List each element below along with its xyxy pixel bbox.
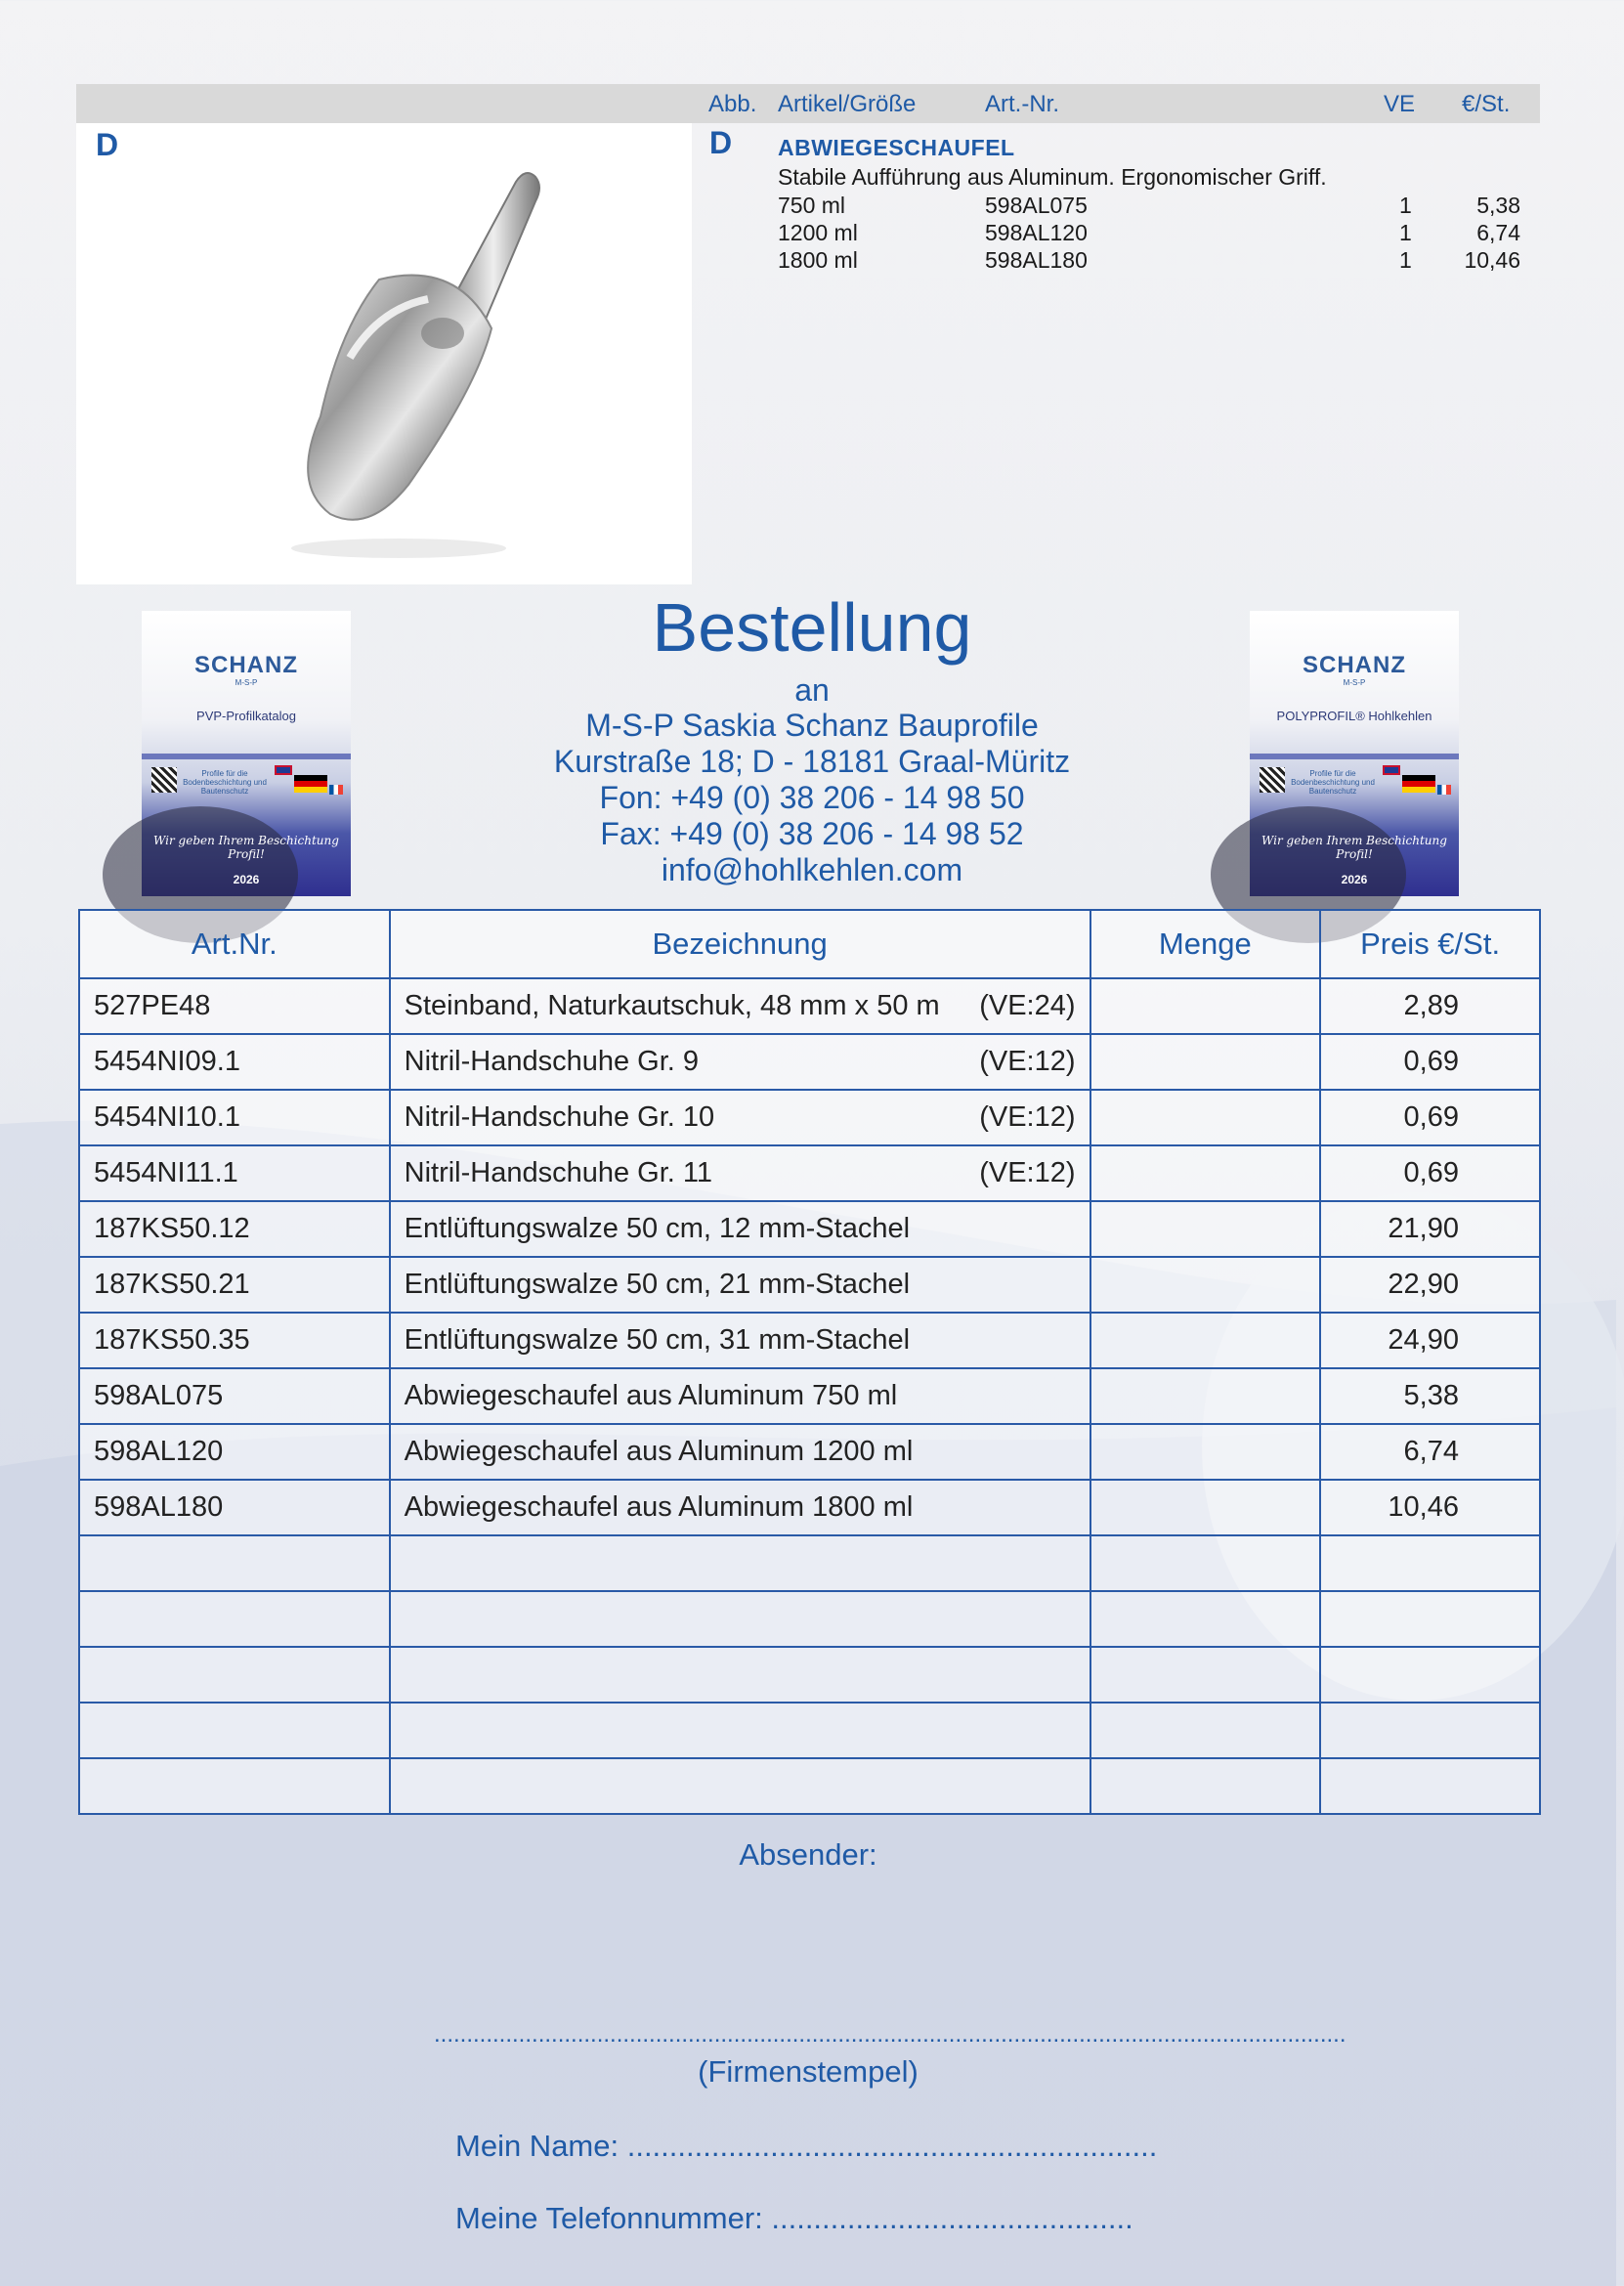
cell-bezeichnung-text: Entlüftungswalze 50 cm, 31 mm-Stachel bbox=[404, 1324, 911, 1356]
cell-bezeichnung-text: Entlüftungswalze 50 cm, 12 mm-Stachel bbox=[404, 1213, 911, 1244]
cell-bezeichnung-text: Steinband, Naturkautschuk, 48 mm x 50 m bbox=[404, 990, 940, 1021]
cell-bezeichnung bbox=[390, 1591, 1090, 1647]
cover-motto: Wir geben Ihrem Beschichtung Profil! bbox=[1261, 834, 1447, 861]
quantity-input[interactable] bbox=[1090, 1201, 1321, 1257]
image-letter: D bbox=[96, 127, 119, 162]
cell-bezeichnung bbox=[390, 1368, 1090, 1424]
quantity-input[interactable] bbox=[1090, 1257, 1321, 1313]
item-nr: 598AL075 bbox=[985, 193, 1088, 218]
cover-title: POLYPROFIL® Hohlkehlen bbox=[1276, 709, 1432, 723]
cell-bezeichnung bbox=[390, 1703, 1090, 1758]
catalog-cover-pvp[interactable] bbox=[142, 611, 351, 896]
cell-bezeichnung-text: Entlüftungswalze 50 cm, 21 mm-Stachel bbox=[404, 1269, 911, 1300]
item-ve: 1 bbox=[1399, 220, 1412, 245]
header-artnr: Art.-Nr. bbox=[985, 91, 1059, 117]
cell-artnr: 5454NI10.1 bbox=[79, 1090, 390, 1145]
cell-bezeichnung bbox=[390, 1257, 1090, 1313]
cell-ve-text: (VE:24) bbox=[979, 990, 1076, 1021]
item-letter: D bbox=[709, 125, 733, 160]
header-menge: Menge bbox=[1090, 910, 1321, 978]
cover-band bbox=[1250, 754, 1459, 759]
item-size: 1200 ml bbox=[778, 220, 858, 245]
item-description: Stabile Aufführung aus Aluminum. Ergonomischer Griff. bbox=[778, 164, 1327, 190]
cell-artnr bbox=[79, 1647, 390, 1703]
cell-bezeichnung bbox=[390, 1313, 1090, 1368]
cell-bezeichnung bbox=[390, 1647, 1090, 1703]
item-price: 6,74 bbox=[1476, 220, 1520, 245]
cell-preis: 22,90 bbox=[1320, 1257, 1540, 1313]
french-flag-icon bbox=[329, 785, 343, 795]
quantity-input[interactable] bbox=[1090, 1647, 1321, 1703]
cell-preis bbox=[1320, 1535, 1540, 1591]
header-artikel: Artikel/Größe bbox=[778, 91, 917, 117]
address-fax: Fax: +49 (0) 38 206 - 14 98 52 bbox=[600, 816, 1024, 851]
cell-preis: 2,89 bbox=[1320, 978, 1540, 1034]
item-nr: 598AL180 bbox=[985, 247, 1088, 273]
table-row bbox=[79, 1424, 1540, 1480]
address-company: M-S-P Saskia Schanz Bauprofile bbox=[585, 708, 1039, 743]
phone-field[interactable]: Meine Telefonnummer: ........................................... bbox=[455, 2201, 1133, 2235]
cell-preis: 24,90 bbox=[1320, 1313, 1540, 1368]
quantity-input[interactable] bbox=[1090, 1480, 1321, 1535]
cell-bezeichnung bbox=[390, 1090, 1090, 1145]
cell-preis: 21,90 bbox=[1320, 1201, 1540, 1257]
qr-code-icon bbox=[1260, 767, 1285, 793]
quantity-input[interactable] bbox=[1090, 1703, 1321, 1758]
cell-artnr: 187KS50.21 bbox=[79, 1257, 390, 1313]
cell-ve-text: (VE:12) bbox=[979, 1101, 1076, 1133]
stamp-line[interactable]: ............................................................................................................................................ bbox=[434, 2021, 1346, 2048]
item-title: ABWIEGESCHAUFEL bbox=[778, 135, 1015, 160]
table-row bbox=[79, 1368, 1540, 1424]
cell-artnr: 598AL120 bbox=[79, 1424, 390, 1480]
cell-preis: 0,69 bbox=[1320, 1145, 1540, 1201]
uk-flag-icon bbox=[275, 765, 292, 775]
cell-bezeichnung-text: Nitril-Handschuhe Gr. 11 bbox=[404, 1157, 712, 1188]
address-line: an bbox=[794, 672, 830, 708]
cell-preis bbox=[1320, 1758, 1540, 1814]
cell-ve-text: (VE:12) bbox=[979, 1157, 1076, 1188]
cell-bezeichnung bbox=[390, 1424, 1090, 1480]
order-table-header bbox=[79, 910, 1540, 978]
cell-artnr: 527PE48 bbox=[79, 978, 390, 1034]
cover-sub: M-S-P bbox=[235, 678, 258, 687]
cell-bezeichnung-text: Nitril-Handschuhe Gr. 10 bbox=[404, 1101, 715, 1133]
cover-band bbox=[142, 754, 351, 759]
item-row bbox=[778, 193, 1520, 220]
cell-artnr: 598AL075 bbox=[79, 1368, 390, 1424]
cell-preis bbox=[1320, 1647, 1540, 1703]
item-price: 5,38 bbox=[1476, 193, 1520, 218]
cell-bezeichnung-text: Abwiegeschaufel aus Aluminum 1800 ml bbox=[404, 1491, 914, 1523]
table-row bbox=[79, 1201, 1540, 1257]
table-row bbox=[79, 1090, 1540, 1145]
order-table-body bbox=[79, 978, 1540, 1814]
product-image-panel bbox=[76, 123, 692, 584]
item-size: 1800 ml bbox=[778, 247, 858, 273]
item-price: 10,46 bbox=[1464, 247, 1520, 273]
cell-preis: 0,69 bbox=[1320, 1090, 1540, 1145]
cell-artnr bbox=[79, 1535, 390, 1591]
header-bezeichnung: Bezeichnung bbox=[390, 910, 1090, 978]
table-row bbox=[79, 1313, 1540, 1368]
item-ve: 1 bbox=[1399, 247, 1412, 273]
cell-bezeichnung bbox=[390, 978, 1090, 1034]
quantity-input[interactable] bbox=[1090, 1758, 1321, 1814]
item-nr: 598AL120 bbox=[985, 220, 1088, 245]
french-flag-icon bbox=[1437, 785, 1451, 795]
cover-title: PVP-Profilkatalog bbox=[196, 709, 296, 723]
table-row bbox=[79, 1647, 1540, 1703]
cell-bezeichnung-text: Abwiegeschaufel aus Aluminum 750 ml bbox=[404, 1380, 898, 1411]
quantity-input[interactable] bbox=[1090, 1535, 1321, 1591]
cell-bezeichnung-text: Nitril-Handschuhe Gr. 9 bbox=[404, 1046, 700, 1077]
table-row bbox=[79, 1703, 1540, 1758]
order-title: Bestellung bbox=[652, 589, 972, 666]
cell-bezeichnung bbox=[390, 1480, 1090, 1535]
cover-year: 2026 bbox=[233, 873, 260, 886]
cell-preis: 6,74 bbox=[1320, 1424, 1540, 1480]
cover-year: 2026 bbox=[1341, 873, 1368, 886]
quantity-input[interactable] bbox=[1090, 1090, 1321, 1145]
cell-bezeichnung bbox=[390, 1145, 1090, 1201]
cell-artnr: 5454NI09.1 bbox=[79, 1034, 390, 1090]
cell-ve-text: (VE:12) bbox=[979, 1046, 1076, 1077]
quantity-input[interactable] bbox=[1090, 1591, 1321, 1647]
table-row bbox=[79, 1480, 1540, 1535]
item-size: 750 ml bbox=[778, 193, 846, 218]
cell-artnr bbox=[79, 1758, 390, 1814]
catalog-table-header bbox=[76, 84, 1540, 123]
german-flag-icon bbox=[294, 775, 327, 793]
cell-bezeichnung-text: Abwiegeschaufel aus Aluminum 1200 ml bbox=[404, 1436, 914, 1467]
cell-preis bbox=[1320, 1703, 1540, 1758]
order-table bbox=[78, 909, 1541, 1815]
name-field[interactable]: Mein Name: ............................................................... bbox=[455, 2129, 1158, 2163]
quantity-input[interactable] bbox=[1090, 1034, 1321, 1090]
cell-preis bbox=[1320, 1591, 1540, 1647]
cover-text: Profile für die Bodenbeschichtung und Bautenschutz bbox=[183, 769, 267, 796]
table-row bbox=[79, 1535, 1540, 1591]
table-row bbox=[79, 1034, 1540, 1090]
cover-brand: SCHANZ bbox=[194, 652, 298, 678]
cell-artnr: 187KS50.12 bbox=[79, 1201, 390, 1257]
table-row bbox=[79, 1257, 1540, 1313]
cell-bezeichnung bbox=[390, 1535, 1090, 1591]
quantity-input[interactable] bbox=[1090, 1313, 1321, 1368]
cell-preis: 5,38 bbox=[1320, 1368, 1540, 1424]
table-row bbox=[79, 1758, 1540, 1814]
quantity-input[interactable] bbox=[1090, 1424, 1321, 1480]
catalog-cover-polyprofil[interactable] bbox=[1250, 611, 1459, 896]
cell-artnr: 187KS50.35 bbox=[79, 1313, 390, 1368]
stamp-label: (Firmenstempel) bbox=[698, 2054, 919, 2089]
table-row bbox=[79, 978, 1540, 1034]
cell-artnr bbox=[79, 1703, 390, 1758]
cell-bezeichnung bbox=[390, 1758, 1090, 1814]
sender-label: Absender: bbox=[739, 1837, 877, 1872]
cell-bezeichnung bbox=[390, 1201, 1090, 1257]
german-flag-icon bbox=[1402, 775, 1435, 793]
item-row bbox=[778, 220, 1520, 247]
uk-flag-icon bbox=[1383, 765, 1400, 775]
table-row bbox=[79, 1591, 1540, 1647]
cell-artnr: 598AL180 bbox=[79, 1480, 390, 1535]
cell-artnr bbox=[79, 1591, 390, 1647]
header-price: €/St. bbox=[1462, 91, 1511, 117]
item-row bbox=[778, 247, 1520, 275]
cover-sub: M-S-P bbox=[1343, 678, 1366, 687]
address-street: Kurstraße 18; D - 18181 Graal-Müritz bbox=[553, 744, 1071, 779]
scoop-image bbox=[233, 162, 623, 573]
cell-preis: 10,46 bbox=[1320, 1480, 1540, 1535]
address-email[interactable]: info@hohlkehlen.com bbox=[661, 852, 963, 887]
header-abb: Abb. bbox=[708, 91, 757, 117]
header-artnr: Art.Nr. bbox=[79, 910, 390, 978]
item-ve: 1 bbox=[1399, 193, 1412, 218]
cell-preis: 0,69 bbox=[1320, 1034, 1540, 1090]
header-ve: VE bbox=[1384, 91, 1416, 117]
address-phone: Fon: +49 (0) 38 206 - 14 98 50 bbox=[599, 780, 1025, 815]
header-preis: Preis €/St. bbox=[1320, 910, 1540, 978]
cover-brand: SCHANZ bbox=[1303, 652, 1406, 678]
cell-artnr: 5454NI11.1 bbox=[79, 1145, 390, 1201]
quantity-input[interactable] bbox=[1090, 978, 1321, 1034]
cover-text: Profile für die Bodenbeschichtung und Bautenschutz bbox=[1291, 769, 1375, 796]
table-row bbox=[79, 1145, 1540, 1201]
qr-code-icon bbox=[151, 767, 177, 793]
quantity-input[interactable] bbox=[1090, 1368, 1321, 1424]
quantity-input[interactable] bbox=[1090, 1145, 1321, 1201]
cover-motto: Wir geben Ihrem Beschichtung Profil! bbox=[153, 834, 339, 861]
cell-bezeichnung bbox=[390, 1034, 1090, 1090]
